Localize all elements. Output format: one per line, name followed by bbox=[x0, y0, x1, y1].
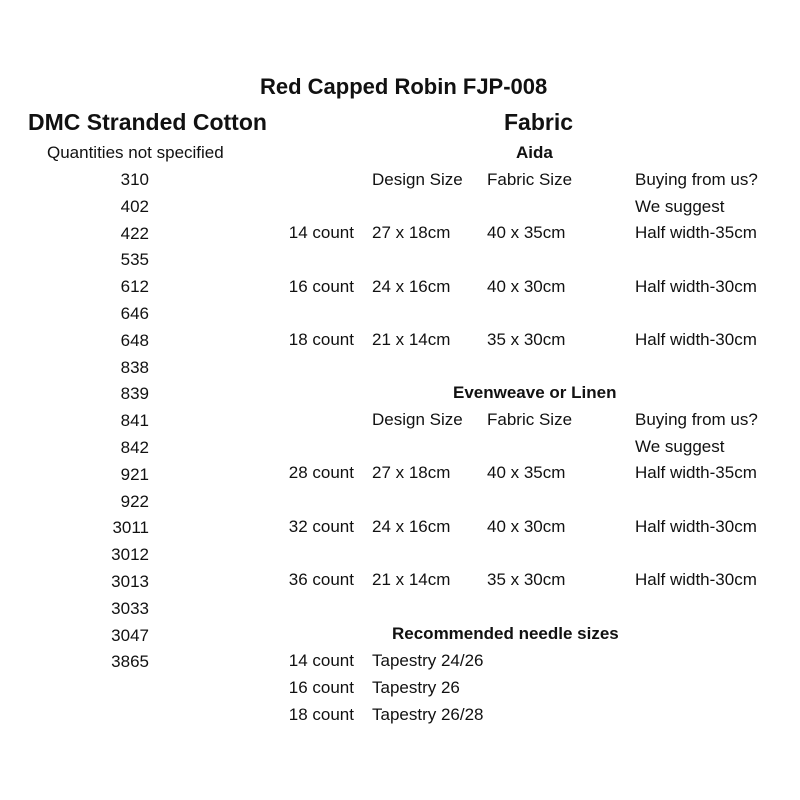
evenweave-row-suggestion: Half width-30cm bbox=[635, 570, 757, 589]
thread-code: 842 bbox=[120, 438, 149, 457]
evenweave-row-fabric-size: 35 x 30cm bbox=[487, 570, 566, 589]
needle-row-count: 18 count bbox=[288, 704, 354, 724]
evenweave-row-count: 36 count bbox=[288, 570, 354, 589]
thread-code: 402 bbox=[120, 196, 149, 216]
aida-row-fabric-size: 35 x 30cm bbox=[487, 330, 566, 349]
needle-row-count: 16 count bbox=[288, 677, 354, 697]
aida-row-design-size: 24 x 16cm bbox=[372, 276, 451, 296]
evenweave-row-count: 32 count bbox=[288, 516, 354, 536]
aida-row-fabric-size: 40 x 30cm bbox=[487, 276, 566, 296]
evenweave-col-suggest: We suggest bbox=[635, 437, 725, 456]
thread-code: 646 bbox=[120, 304, 149, 323]
thread-code: 921 bbox=[120, 464, 149, 484]
evenweave-row-design-size: 24 x 16cm bbox=[372, 516, 451, 536]
aida-row-count: 14 count bbox=[288, 223, 354, 242]
aida-col-suggest: We suggest bbox=[635, 197, 725, 216]
thread-code: 3047 bbox=[111, 625, 149, 645]
thread-code: 3011 bbox=[112, 518, 149, 538]
aida-row-count: 18 count bbox=[288, 330, 354, 349]
needle-row-count: 14 count bbox=[288, 651, 354, 670]
thread-code: 310 bbox=[120, 170, 149, 189]
aida-row-fabric-size: 40 x 35cm bbox=[487, 223, 566, 242]
needle-row-size: Tapestry 26 bbox=[372, 677, 460, 697]
aida-col-fabric-size: Fabric Size bbox=[487, 170, 573, 189]
threads-note: Quantities not specified bbox=[47, 143, 224, 162]
aida-row-suggestion: Half width-30cm bbox=[635, 276, 757, 296]
evenweave-col-fabric-size: Fabric Size bbox=[487, 410, 573, 429]
thread-code: 535 bbox=[120, 250, 149, 270]
aida-row-suggestion: Half width-35cm bbox=[635, 223, 757, 242]
evenweave-row-design-size: 21 x 14cm bbox=[372, 570, 451, 589]
evenweave-row-suggestion: Half width-35cm bbox=[635, 463, 757, 482]
evenweave-row-design-size: 27 x 18cm bbox=[372, 463, 451, 482]
thread-code: 841 bbox=[120, 411, 149, 431]
aida-row-design-size: 21 x 14cm bbox=[372, 330, 451, 349]
page-title: Red Capped Robin FJP-008 bbox=[260, 74, 548, 99]
aida-row-count: 16 count bbox=[288, 276, 354, 296]
evenweave-row-fabric-size: 40 x 35cm bbox=[487, 463, 566, 482]
thread-code: 922 bbox=[120, 491, 149, 511]
evenweave-row-count: 28 count bbox=[288, 463, 354, 482]
thread-code: 3013 bbox=[111, 572, 149, 591]
evenweave-col-buying: Buying from us? bbox=[635, 410, 758, 429]
thread-code: 3012 bbox=[111, 545, 149, 565]
evenweave-heading: Evenweave or Linen bbox=[453, 383, 617, 402]
needle-row-size: Tapestry 24/26 bbox=[372, 651, 484, 670]
thread-code: 422 bbox=[120, 223, 149, 243]
thread-code: 3033 bbox=[111, 598, 149, 618]
aida-col-buying: Buying from us? bbox=[635, 170, 758, 189]
aida-row-suggestion: Half width-30cm bbox=[635, 330, 757, 349]
aida-heading: Aida bbox=[516, 143, 553, 162]
thread-code: 648 bbox=[120, 330, 149, 350]
fabric-heading: Fabric bbox=[504, 109, 574, 135]
threads-heading: DMC Stranded Cotton bbox=[28, 109, 267, 135]
thread-code: 838 bbox=[120, 357, 149, 377]
thread-code: 3865 bbox=[111, 652, 149, 672]
evenweave-row-fabric-size: 40 x 30cm bbox=[487, 516, 566, 536]
evenweave-row-suggestion: Half width-30cm bbox=[635, 516, 757, 536]
needle-row-size: Tapestry 26/28 bbox=[372, 704, 484, 724]
evenweave-col-design-size: Design Size bbox=[372, 410, 463, 429]
thread-code: 839 bbox=[120, 384, 149, 404]
thread-code: 612 bbox=[120, 277, 149, 297]
aida-row-design-size: 27 x 18cm bbox=[372, 223, 451, 242]
needles-heading: Recommended needle sizes bbox=[392, 624, 619, 643]
aida-col-design-size: Design Size bbox=[372, 170, 463, 189]
